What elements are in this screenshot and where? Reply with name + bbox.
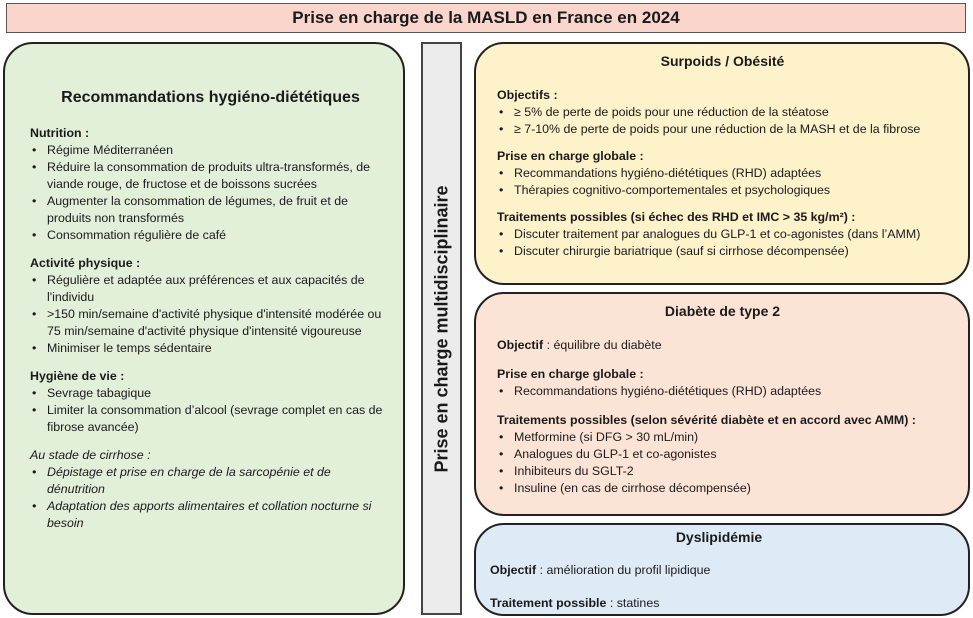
cirrhosis-title: Au stade de cirrhose : [30, 448, 151, 462]
activity-list [30, 272, 383, 357]
lifestyle-list [30, 385, 383, 436]
list-item: • ≥ 5% de perte de poids pour une réduction de la stéatose [497, 104, 948, 121]
nutrition-title: Nutrition : [30, 126, 90, 140]
dyslipidemia-treatment-label: Traitement possible [490, 596, 607, 610]
lifestyle-recommendations-box [3, 42, 405, 615]
list-item: • Thérapies cognitivo-comportementales et psychologiques [497, 182, 948, 199]
list-item: • Metformine (si DFG > 30 mL/min) [497, 429, 948, 446]
list-item: • Adaptation des apports alimentaires et collation nocturne si besoin [30, 498, 383, 532]
list-item: • Inhibiteurs du SGLT-2 [497, 463, 948, 480]
nutrition-section [30, 125, 383, 244]
diabetes-box [474, 292, 970, 516]
obesity-global-list [497, 165, 948, 199]
multidisciplinary-label: Prise en charge multidisciplinaire [431, 184, 451, 473]
list-item: • Consommation régulière de café [30, 227, 383, 244]
diabetes-global-list [497, 383, 948, 400]
diabetes-global-title: Prise en charge globale : [497, 367, 644, 381]
diabetes-objective-text: : équilibre du diabète [543, 338, 662, 352]
dyslipidemia-objective [490, 562, 948, 579]
page-title: Prise en charge de la MASLD en France en 2024 [6, 3, 966, 33]
lifestyle-section [30, 368, 383, 436]
obesity-treatments-list [497, 226, 948, 260]
list-item: • Discuter chirurgie bariatrique (sauf si cirrhose décompensée) [497, 243, 948, 260]
diabetes-treatments-title: Traitements possibles (selon sévérité diabète et en accord avec AMM) : [497, 413, 916, 427]
activity-title: Activité physique : [30, 256, 141, 270]
list-item: • Réduire la consommation de produits ultra-transformés, de viande rouge, de fructose et de boissons sucrées [30, 159, 383, 193]
diabetes-objective-label: Objectif [497, 338, 544, 352]
list-item: • Recommandations hygiéno-diététiques (RHD) adaptées [497, 383, 948, 400]
diabetes-global-section [497, 366, 948, 400]
cirrhosis-list [30, 464, 383, 532]
multidisciplinary-banner [421, 42, 462, 615]
obesity-treatments-section [497, 209, 948, 260]
list-item: • Régulière et adaptée aux préférences et aux capacités de l'individu [30, 272, 383, 306]
list-item: • Minimiser le temps sédentaire [30, 340, 383, 357]
list-item: • Dépistage et prise en charge de la sarcopénie et de dénutrition [30, 464, 383, 498]
obesity-objectives-section [497, 87, 948, 138]
obesity-heading: Surpoids / Obésité [660, 53, 785, 69]
activity-section [30, 255, 383, 357]
list-item: • Insuline (en cas de cirrhose décompensée) [497, 480, 948, 497]
list-item: • Augmenter la consommation de légumes, de fruit et de produits non transformés [30, 193, 383, 227]
list-item: • Recommandations hygiéno-diététiques (RHD) adaptées [497, 165, 948, 182]
obesity-objectives-list [497, 104, 948, 138]
list-item: • Discuter traitement par analogues du GLP-1 et co-agonistes (dans l’AMM) [497, 226, 948, 243]
lifestyle-heading: Recommandations hygiéno-diététiques [61, 89, 360, 106]
dyslipidemia-treatment-text: : statines [606, 596, 660, 610]
list-item: • >150 min/semaine d'activité physique d'intensité modérée ou 75 min/semaine d'activité physique d'intensité vigoureuse [30, 306, 383, 340]
dyslipidemia-treatment [490, 595, 948, 612]
dyslipidemia-objective-label: Objectif [490, 563, 537, 577]
diabetes-treatments-list [497, 429, 948, 497]
dyslipidemia-heading: Dyslipidémie [675, 529, 763, 545]
list-item: • Régime Méditerranéen [30, 142, 383, 159]
list-item: • ≥ 7-10% de perte de poids pour une réduction de la MASH et de la fibrose [497, 121, 948, 138]
dyslipidemia-objective-text: : amélioration du profil lipidique [536, 563, 711, 577]
nutrition-list [30, 142, 383, 244]
obesity-treatments-title: Traitements possibles (si échec des RHD et IMC > 35 kg/m²) : [497, 210, 856, 224]
list-item: • Limiter la consommation d’alcool (sevrage complet en cas de fibrose avancée) [30, 402, 383, 436]
obesity-global-title: Prise en charge globale : [497, 149, 644, 163]
diabetes-objective [497, 337, 948, 354]
obesity-global-section [497, 148, 948, 199]
diabetes-treatments-section [497, 412, 948, 497]
obesity-box [474, 42, 970, 285]
obesity-objectives-title: Objectifs : [497, 88, 558, 102]
diabetes-heading: Diabète de type 2 [664, 303, 781, 319]
list-item: • Sevrage tabagique [30, 385, 383, 402]
lifestyle-title: Hygiène de vie : [30, 369, 125, 383]
dyslipidemia-box [474, 523, 970, 616]
cirrhosis-section [30, 447, 383, 532]
list-item: • Analogues du GLP-1 et co-agonistes [497, 446, 948, 463]
